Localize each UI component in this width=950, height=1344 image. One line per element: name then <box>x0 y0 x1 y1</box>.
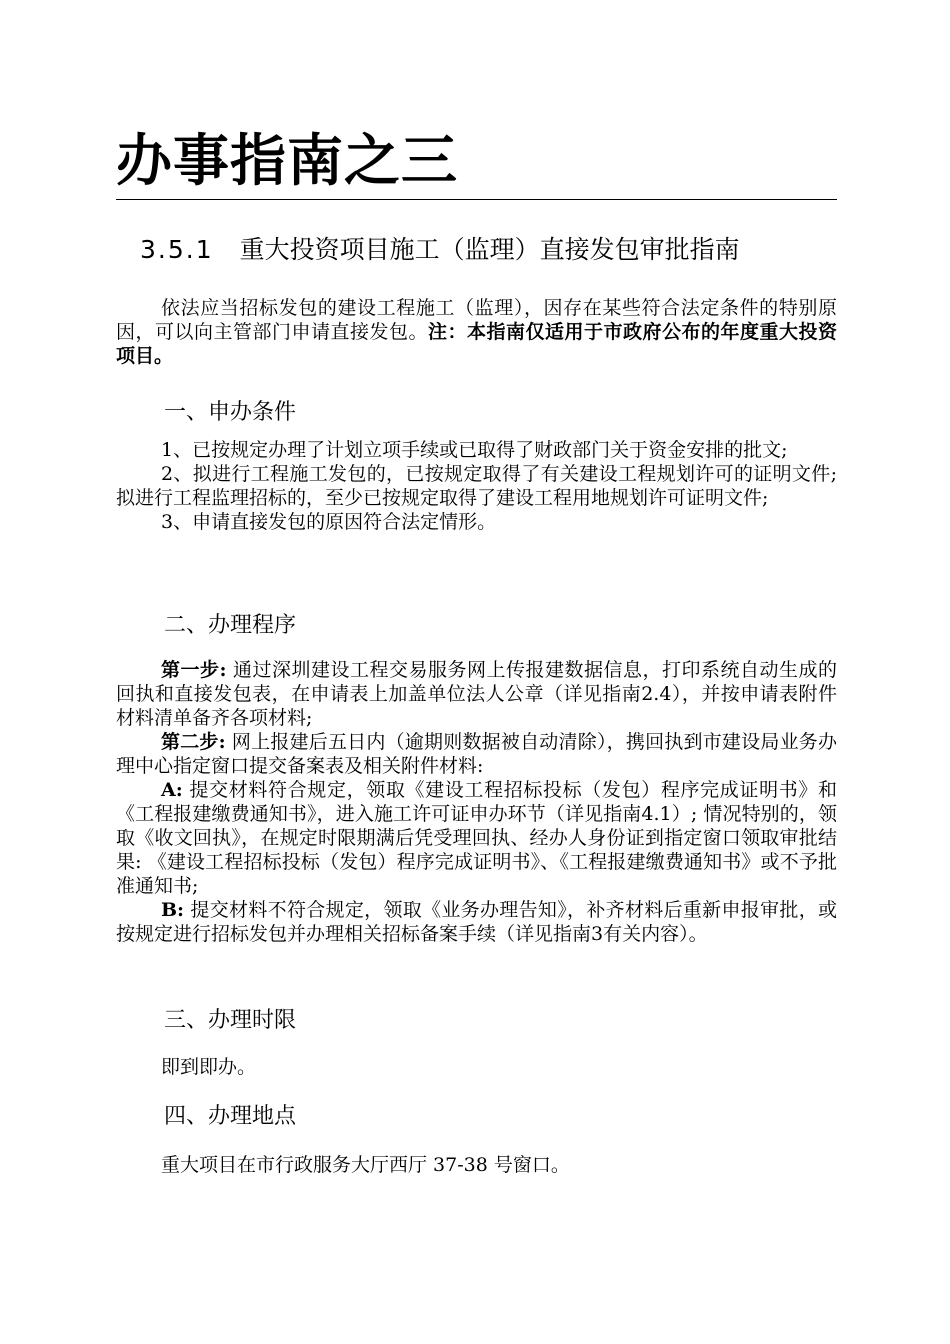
list-item: 3、申请直接发包的原因符合法定情形。 <box>161 511 497 533</box>
guide-number: 3.5.1 <box>140 235 214 264</box>
option-a <box>116 778 837 898</box>
guide-subtitle-text: 重大投资项目施工（监理）直接发包审批指南 <box>239 235 740 264</box>
section-heading-location: 四、办理地点 <box>164 1104 297 1129</box>
step-one-label: 第一步: <box>161 659 227 681</box>
option-b-label: B: <box>161 899 185 921</box>
option-a-label: A: <box>161 779 183 801</box>
conditions-list <box>116 438 837 534</box>
option-a-text: 提交材料符合规定，领取《建设工程招标投标（发包）程序完成证明书》和《工程报建缴费通知书》，进入施工许可证申办环节（详见指南4.1）; 情况特别的，领取《收文回执》，在规定时限期满后凭受理回执、经办人身份证到指定窗口领取审批结果: 《建设工程招标投标（发包）程序完成证明书》、《工程报建缴费通知书》或不予批准通知书; <box>116 779 837 897</box>
step-one <box>116 658 837 730</box>
list-item: 1、已按规定办理了计划立项手续或已取得了财政部门关于资金安排的批文; <box>161 439 788 461</box>
time-limit-text: 即到即办。 <box>161 1056 257 1078</box>
step-two <box>116 730 837 778</box>
step-one-text: 通过深圳建设工程交易服务网上传报建数据信息，打印系统自动生成的回执和直接发包表，在申请表上加盖单位法人公章（详见指南2.4），并按申请表附件材料清单备齐各项材料; <box>116 659 838 729</box>
intro-paragraph <box>116 296 837 368</box>
option-b-text: 提交材料不符合规定，领取《业务办理告知》，补齐材料后重新申报审批，或按规定进行招标发包并办理相关招标备案手续（详见指南3有关内容）。 <box>116 899 837 945</box>
intro-note: 注：本指南仅适用于市政府公布的年度重大投资项目。 <box>116 321 837 367</box>
location-text: 重大项目在市行政服务大厅西厅 37-38 号窗口。 <box>161 1154 570 1176</box>
guide-subtitle <box>140 232 840 268</box>
step-two-label: 第二步: <box>161 731 226 753</box>
section-heading-procedure: 二、办理程序 <box>164 613 297 638</box>
step-two-text: 网上报建后五日内（逾期则数据被自动清除），携回执到市建设局业务办理中心指定窗口提交备案表及相关附件材料: <box>116 731 837 777</box>
section-heading-time-limit: 三、办理时限 <box>164 1008 297 1033</box>
list-item: 2、拟进行工程施工发包的，已按规定取得了有关建设工程规划许可的证明文件; 拟进行工程监理招标的，至少已按规定取得了建设工程用地规划许可证明文件; <box>116 463 837 509</box>
intro-text: 依法应当招标发包的建设工程施工（监理），因存在某些符合法定条件的特别原因，可以向主管部门申请直接发包。 <box>116 297 837 343</box>
procedure-steps <box>116 658 837 946</box>
section-heading-conditions: 一、申办条件 <box>164 400 297 425</box>
title-divider <box>116 199 837 200</box>
page-title: 办事指南之三 <box>116 129 458 194</box>
option-b <box>116 898 837 946</box>
